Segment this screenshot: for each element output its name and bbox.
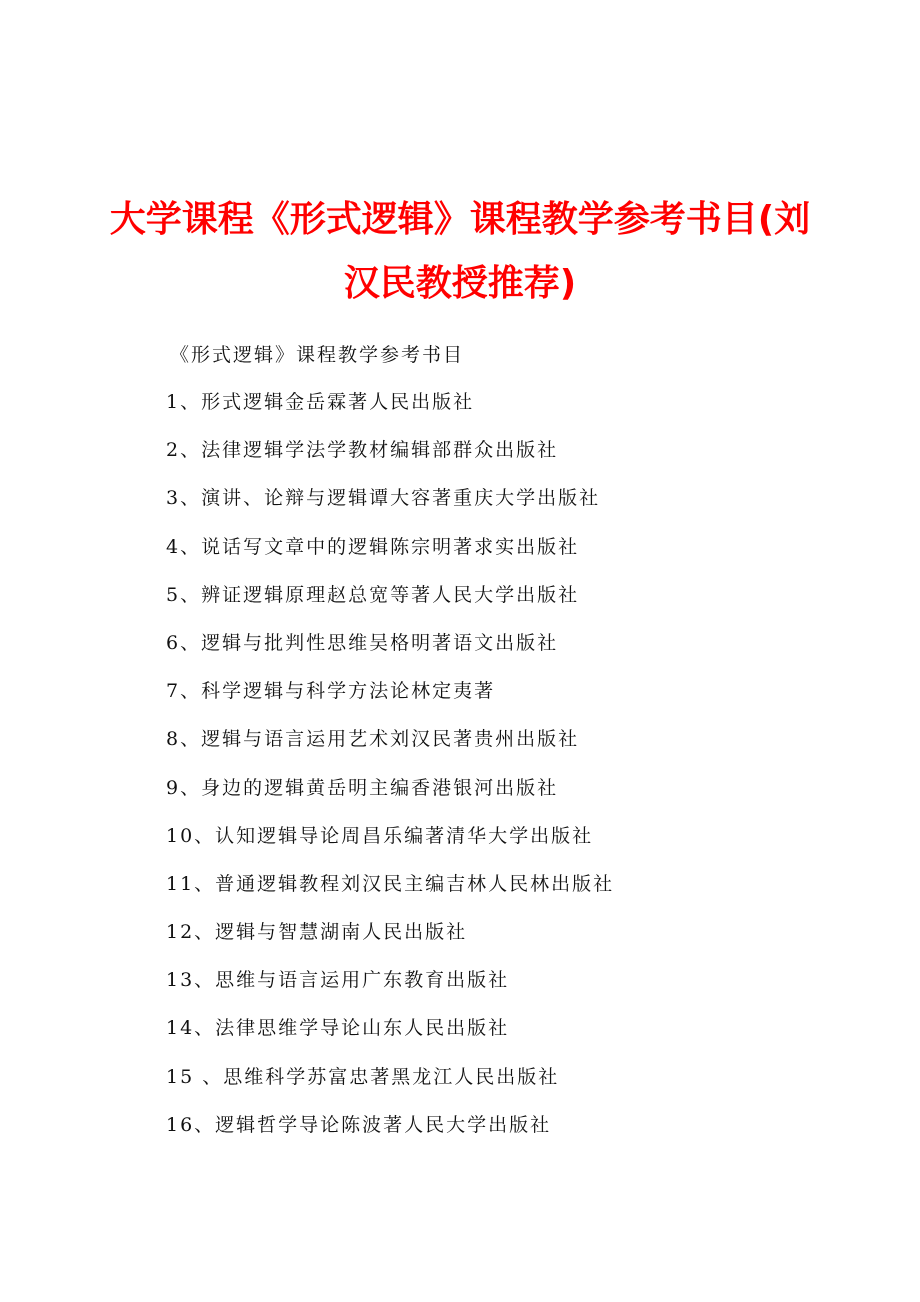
reference-list-heading: 《形式逻辑》课程教学参考书目 bbox=[170, 344, 465, 366]
list-item: 5、辨证逻辑原理赵总宽等著人民大学出版社 bbox=[166, 583, 580, 606]
list-item: 3、演讲、论辩与逻辑谭大容著重庆大学出版社 bbox=[166, 487, 601, 510]
list-item: 15 、思维科学苏富忠著黑龙江人民出版社 bbox=[166, 1065, 560, 1088]
list-item: 14、法律思维学导论山东人民出版社 bbox=[166, 1017, 510, 1040]
list-item: 10、认知逻辑导论周昌乐编著清华大学出版社 bbox=[166, 824, 594, 847]
document-title: 大学课程《形式逻辑》课程教学参考书目(刘汉民教授推荐) bbox=[109, 199, 811, 304]
list-item: 9、身边的逻辑黄岳明主编香港银河出版社 bbox=[166, 776, 559, 799]
list-item: 2、法律逻辑学法学教材编辑部群众出版社 bbox=[166, 439, 559, 462]
list-item: 12、逻辑与智慧湖南人民出版社 bbox=[166, 921, 468, 944]
list-item: 1、形式逻辑金岳霖著人民出版社 bbox=[166, 391, 475, 413]
list-item: 11、普通逻辑教程刘汉民主编吉林人民林出版社 bbox=[166, 872, 615, 895]
list-item: 4、说话写文章中的逻辑陈宗明著求实出版社 bbox=[166, 535, 580, 558]
reference-list bbox=[166, 386, 614, 1157]
list-item: 16、逻辑哲学导论陈波著人民大学出版社 bbox=[166, 1113, 552, 1136]
list-item: 6、逻辑与批判性思维吴格明著语文出版社 bbox=[166, 631, 559, 654]
list-item: 13、思维与语言运用广东教育出版社 bbox=[166, 969, 510, 992]
list-item: 7、科学逻辑与科学方法论林定夷著 bbox=[166, 680, 496, 703]
list-item: 8、逻辑与语言运用艺术刘汉民著贵州出版社 bbox=[166, 728, 580, 751]
